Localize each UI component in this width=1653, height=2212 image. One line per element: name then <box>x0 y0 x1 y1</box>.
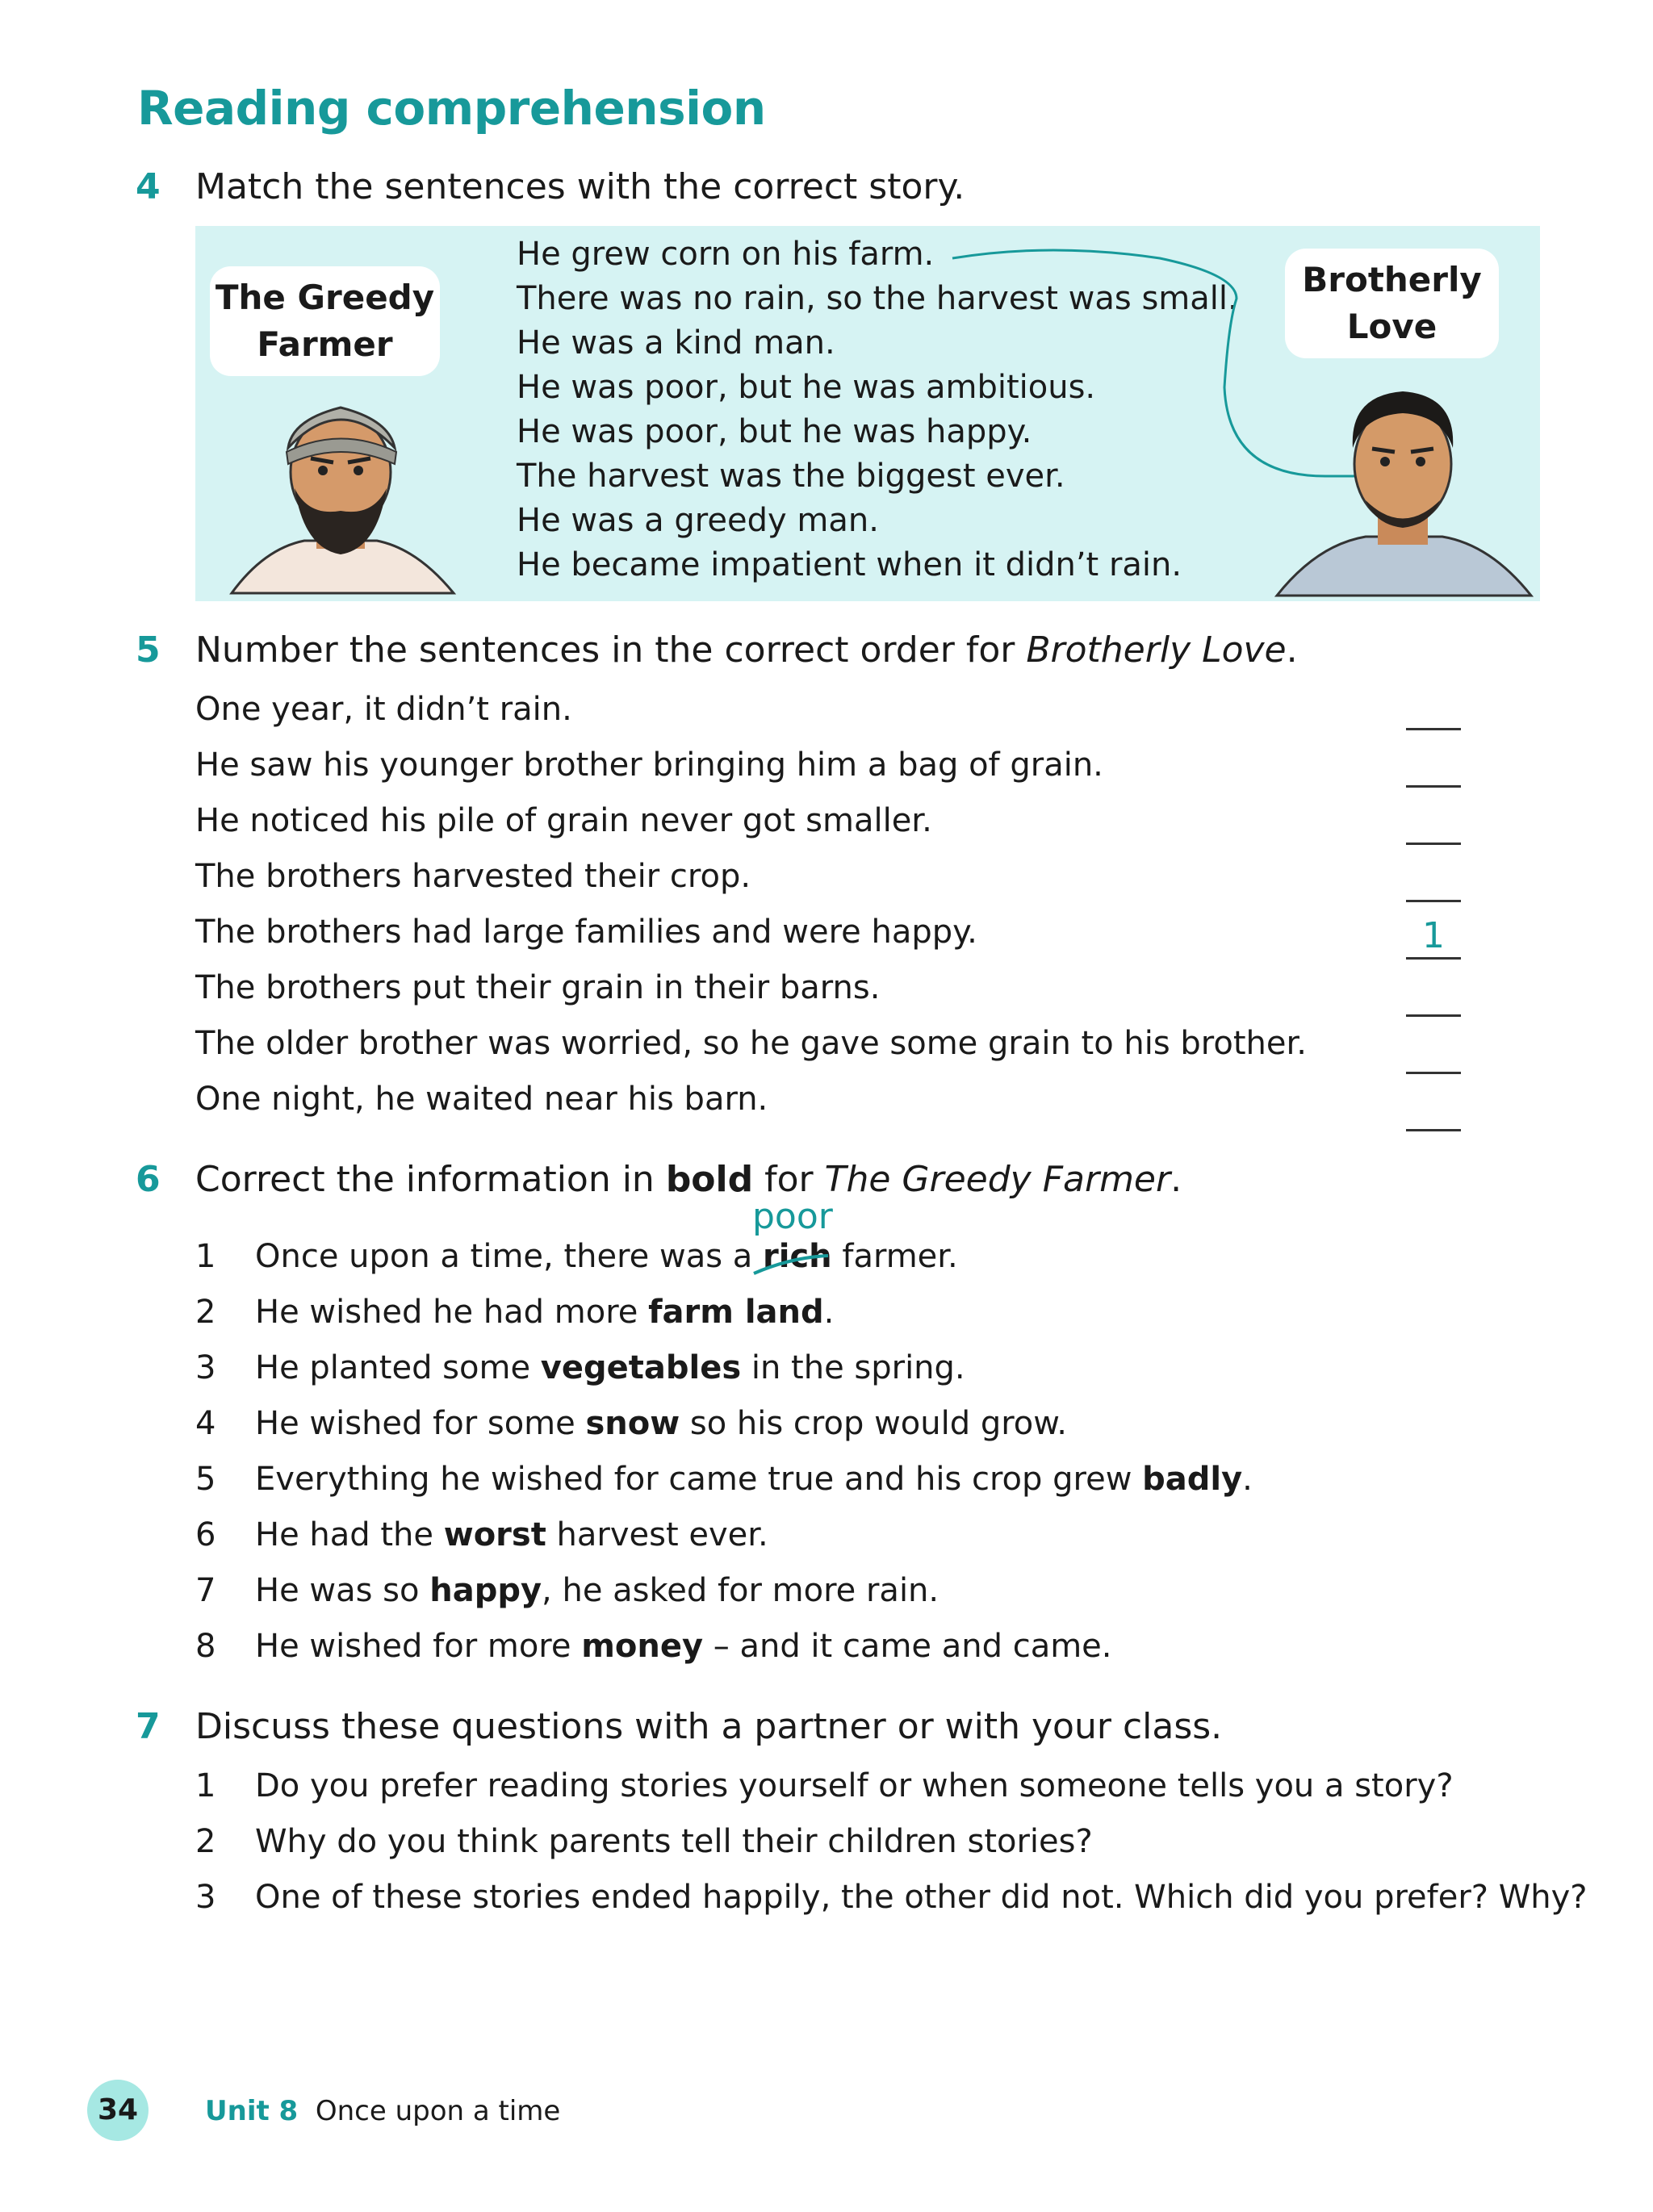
item-text: He wished for some <box>255 1405 586 1442</box>
brotherly-love-illustration <box>1269 363 1535 597</box>
question-text: Why do you think parents tell their children stories? <box>255 1823 1093 1860</box>
bold-error-word[interactable]: snow <box>585 1405 680 1442</box>
exercise-5-number: 5 <box>136 629 161 671</box>
ordering-sentence: One year, it didn’t rain. <box>195 691 572 728</box>
item-text: He wished he had more <box>255 1294 649 1331</box>
question-text: Do you prefer reading stories yourself or when someone tells you a story? <box>255 1767 1454 1804</box>
ordering-sentence: The brothers had large families and were happy. <box>195 914 977 951</box>
matching-sentence[interactable]: The harvest was the biggest ever. <box>517 458 1065 495</box>
ordering-sentence-list <box>195 691 1307 1136</box>
label-line: Love <box>1346 307 1437 346</box>
item-text: . <box>823 1294 835 1331</box>
story-title: Brotherly Love <box>1026 629 1287 671</box>
ordering-sentence: The older brother was worried, so he gave some grain to his brother. <box>195 1025 1307 1062</box>
item-text: in the spring. <box>741 1349 965 1386</box>
item-text: He had the <box>255 1516 444 1553</box>
ordering-sentence: The brothers put their grain in their barns. <box>195 969 881 1006</box>
matching-sentence[interactable]: He became impatient when it didn’t rain. <box>517 546 1182 583</box>
matching-sentence[interactable]: He was poor, but he was ambitious. <box>517 369 1096 406</box>
item-number: 3 <box>195 1349 216 1386</box>
item-text: – and it came and came. <box>703 1628 1112 1665</box>
exercise-6-number: 6 <box>136 1159 161 1200</box>
matching-sentence[interactable]: He was a greedy man. <box>517 502 879 539</box>
answer-blank[interactable] <box>1406 686 1461 730</box>
label-line: Brotherly <box>1302 260 1482 299</box>
label-line: Farmer <box>257 324 393 364</box>
item-number: 1 <box>195 1238 216 1275</box>
exercise-7-number: 7 <box>136 1706 161 1747</box>
item-number: 7 <box>195 1572 216 1609</box>
story-title: The Greedy Farmer <box>824 1159 1171 1200</box>
section-title: Reading comprehension <box>137 81 766 136</box>
footer-unit <box>205 2095 560 2127</box>
unit-title: Once upon a time <box>315 2095 561 2127</box>
page-number: 34 <box>87 2080 149 2141</box>
exercise-7-instruction: Discuss these questions with a partner or with your class. <box>195 1706 1223 1747</box>
instruction-bold-word: bold <box>665 1159 754 1200</box>
exercise-4-number: 4 <box>136 166 161 207</box>
item-text: , he asked for more rain. <box>542 1572 939 1609</box>
answer-blank[interactable] <box>1406 858 1461 902</box>
bold-error-word[interactable]: rich <box>763 1238 832 1275</box>
instruction-text: . <box>1170 1159 1182 1200</box>
item-number: 2 <box>195 1294 216 1331</box>
ordering-sentence: The brothers harvested their crop. <box>195 858 751 895</box>
item-number: 2 <box>195 1823 216 1860</box>
item-number: 3 <box>195 1879 216 1916</box>
exercise-6-instruction <box>195 1159 1182 1200</box>
bold-error-word[interactable]: farm land <box>648 1294 824 1331</box>
handwritten-correction: poor <box>752 1196 833 1237</box>
exercise-4-instruction: Match the sentences with the correct story. <box>195 166 965 207</box>
item-text: Everything he wished for came true and his crop grew <box>255 1461 1143 1498</box>
item-text: harvest ever. <box>546 1516 768 1553</box>
answer-blank[interactable] <box>1406 1087 1461 1131</box>
answer-blank[interactable] <box>1406 743 1461 788</box>
matching-sentence[interactable]: He was a kind man. <box>517 324 835 362</box>
item-text: He was so <box>255 1572 430 1609</box>
answer-blank-list <box>1406 686 1461 1144</box>
item-text: Once upon a time, there was a <box>255 1238 764 1275</box>
strikethrough-mark <box>751 1243 847 1283</box>
item-number: 5 <box>195 1461 216 1498</box>
item-text: farmer. <box>831 1238 958 1275</box>
answer-blank[interactable] <box>1406 1030 1461 1074</box>
ordering-sentence: One night, he waited near his barn. <box>195 1081 768 1118</box>
item-text: He planted some <box>255 1349 541 1386</box>
item-number: 8 <box>195 1628 216 1665</box>
item-text: so his crop would grow. <box>680 1405 1068 1442</box>
instruction-text: Correct the information in <box>195 1159 666 1200</box>
bold-error-word[interactable]: happy <box>429 1572 542 1609</box>
item-number: 4 <box>195 1405 216 1442</box>
ordering-sentence: He noticed his pile of grain never got smaller. <box>195 802 932 839</box>
instruction-text: . <box>1286 629 1298 671</box>
matching-panel <box>195 226 1540 601</box>
exercise-5-instruction <box>195 629 1298 671</box>
unit-label: Unit 8 <box>205 2095 299 2127</box>
bold-error-word[interactable]: money <box>581 1628 704 1665</box>
instruction-text: for <box>753 1159 825 1200</box>
matching-sentence[interactable]: There was no rain, so the harvest was small. <box>517 280 1238 317</box>
item-number: 1 <box>195 1767 216 1804</box>
matching-sentence[interactable]: He was poor, but he was happy. <box>517 413 1032 450</box>
ordering-sentence: He saw his younger brother bringing him a bag of grain. <box>195 746 1103 784</box>
matching-sentence[interactable]: He grew corn on his farm. <box>517 236 935 273</box>
bold-error-word[interactable]: vegetables <box>540 1349 742 1386</box>
answer-blank[interactable] <box>1406 972 1461 1017</box>
question-text: One of these stories ended happily, the other did not. Which did you prefer? Why? <box>255 1879 1588 1916</box>
bold-error-word[interactable]: worst <box>443 1516 546 1553</box>
label-line: The Greedy <box>215 278 435 317</box>
instruction-text: Number the sentences in the correct order for <box>195 629 1027 671</box>
bold-error-word[interactable]: badly <box>1142 1461 1243 1498</box>
item-text: . <box>1242 1461 1253 1498</box>
item-number: 6 <box>195 1516 216 1553</box>
answer-blank[interactable] <box>1406 801 1461 845</box>
item-text: He wished for more <box>255 1628 582 1665</box>
answer-blank[interactable]: 1 <box>1406 915 1461 960</box>
